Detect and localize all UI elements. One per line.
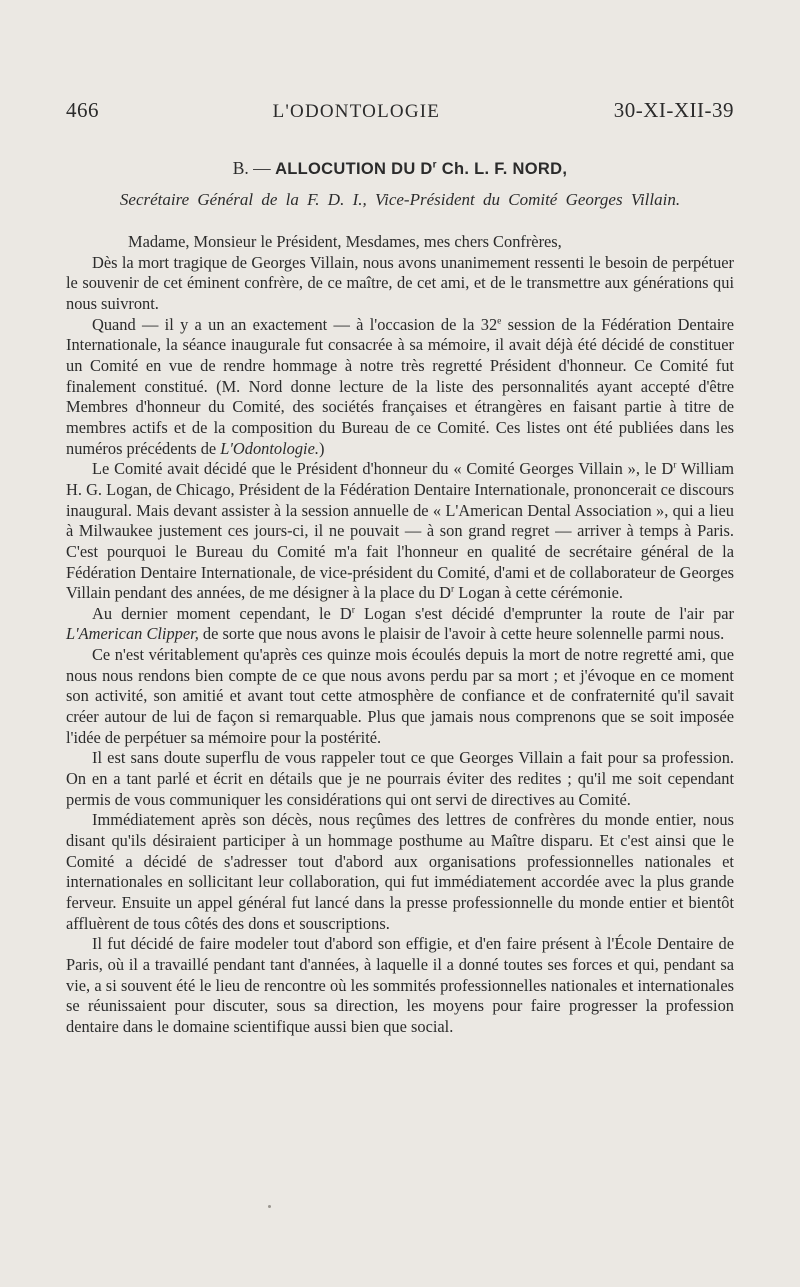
paragraph-5: Ce n'est véritablement qu'après ces quinze mois écoulés depuis la mort de notre regretté ami, que nous nous rendons bien compte de ce que nous avons perdu par sa mort ; et j'évoque en ce moment son activité, son amitié et avant tout cette atmosphère de confiance et de confraternité qu'il savait créer autour de lui de façon si remarquable. Plus que jamais nous comprenons que se soit imposée l'idée de perpétuer sa mémoire pour la postérité. — [66, 645, 734, 747]
p3-sup-1: r — [673, 460, 677, 471]
p2-text-c: ) — [318, 438, 325, 458]
p4-aircraft-name: L'American Clipper, — [66, 624, 199, 644]
p3-sup-2: r — [450, 584, 455, 595]
p4-text-b: Logan s'est décidé d'emprunter la route de l'air par — [354, 603, 734, 623]
salutation: Madame, Monsieur le Président, Mesdames, mes chers Confrères, — [128, 232, 562, 251]
paragraph-8: Il fut décidé de faire modeler tout d'abord son effigie, et d'en faire présent à l'École Dentaire de Paris, où il a travaillé pendant tant d'années, à laquelle il a donné toutes ses forces et qui, pendant sa vie, a si souvent été le lieu de rencontre où les sommités professionnelles nationales et internationales se réunissaient pour discuter, sous sa direction, les moyens pour faire progresser la profession dentaire dans le domaine scientifique aussi bien que social. — [66, 934, 734, 1036]
section-heading — [66, 158, 734, 179]
p4-text-c: de sorte que nous avons le plaisir de l'avoir à cette heure solennelle parmi nous. — [198, 624, 725, 644]
page-number: 466 — [66, 98, 99, 122]
paragraph-1: Dès la mort tragique de Georges Villain, nous avons unanimement ressenti le besoin de perpétuer le souvenir de cet éminent confrère, de ce maître, de cet ami, et de le transmettre aux générations qui nous suivront. — [66, 252, 734, 313]
paragraph-2 — [66, 315, 734, 460]
issue-date: 30-XI-XII-39 — [613, 98, 734, 122]
author-affiliation: Secrétaire Général de la F. D. I., Vice-Président du Comité Georges Villain. — [119, 190, 681, 209]
journal-title: L'ODONTOLOGIE — [272, 101, 441, 122]
p2-text-a: Quand — il y a un an exactement — à l'occasion de la 32 — [92, 314, 498, 334]
heading-title-sup: r — [432, 159, 437, 171]
heading-title-name: Ch. L. F. NORD, — [436, 160, 568, 178]
p3-text-a: Le Comité avait décidé que le Président d'honneur du « Comité Georges Villain », le D — [92, 459, 674, 479]
section-letter: B. — — [232, 158, 276, 178]
p4-text-a: Au dernier moment cependant, le D — [92, 603, 352, 623]
p2-text-b: session de la Fédération Dentaire Internationale, la séance inaugurale fut consacrée à sa mémoire, il avait déjà été décidé de constituer un Comité en vue de rendre hommage à notre très regretté Président d'honneur. Ce Comité fut finalement constitué. (M. Nord donne lecture de la liste des personnalités ayant accepté d'être Membres d'honneur du Comité, des sociétés françaises et étrangères en faisant partie à titre de membres actifs et de la composition du Bureau de ce Comité. Ces listes ont été publiées dans les numéros précédents de — [66, 314, 735, 458]
paragraph-7: Immédiatement après son décès, nous reçûmes des lettres de confrères du monde entier, nous disant qu'ils désiraient participer à un hommage posthume au Maître disparu. Et c'est ainsi que le Comité a décidé de s'adresser tout d'abord aux organisations professionnelles nationales et internationales en sollicitant leur collaboration, qui fut immédiatement accordée avec la plus grande ferveur. Ensuite un appel général fut lancé dans la presse professionnelle du monde entier et bientôt affluèrent de tous côtés des dons et souscriptions. — [66, 810, 734, 933]
p3-text-c: Logan à cette cérémonie. — [454, 583, 623, 603]
p3-text-b: William H. G. Logan, de Chicago, Président de la Fédération Dentaire Internationale, prononcerait ce discours inaugural. Mais devant assister à la session annuelle de « L'American Dental Association », qui a lieu à Milwaukee justement ces jours-ci, il ne pouvait — à son grand regret — arriver à temps à Paris. C'est pourquoi le Bureau du Comité m'a fait l'honneur en qualité de secrétaire général de la Fédération Dentaire Internationale, de vice-président du Comité, d'ami et de collaborateur de Georges Villain pendant des années, de me désigner à la place du D — [66, 459, 734, 603]
paragraph-3 — [66, 459, 734, 604]
paragraph-6: Il est sans doute superflu de vous rappeler tout ce que Georges Villain a fait pour sa profession. On en a tant parlé et écrit en détails que je ne pourrais éviter des redites ; qu'il me soit cependant permis de vous communiquer les considérations qui ont servi de directives au Comité. — [66, 748, 734, 809]
p2-sup: e — [497, 316, 502, 327]
running-header — [66, 98, 734, 123]
p4-sup: r — [351, 605, 355, 616]
paragraph-4 — [66, 604, 734, 645]
heading-title-main: ALLOCUTION DU D — [275, 160, 433, 178]
heading-title — [275, 160, 567, 178]
paper-speck — [268, 1205, 271, 1208]
p2-journal-ref: L'Odontologie. — [220, 438, 319, 458]
article-body — [66, 232, 734, 1038]
